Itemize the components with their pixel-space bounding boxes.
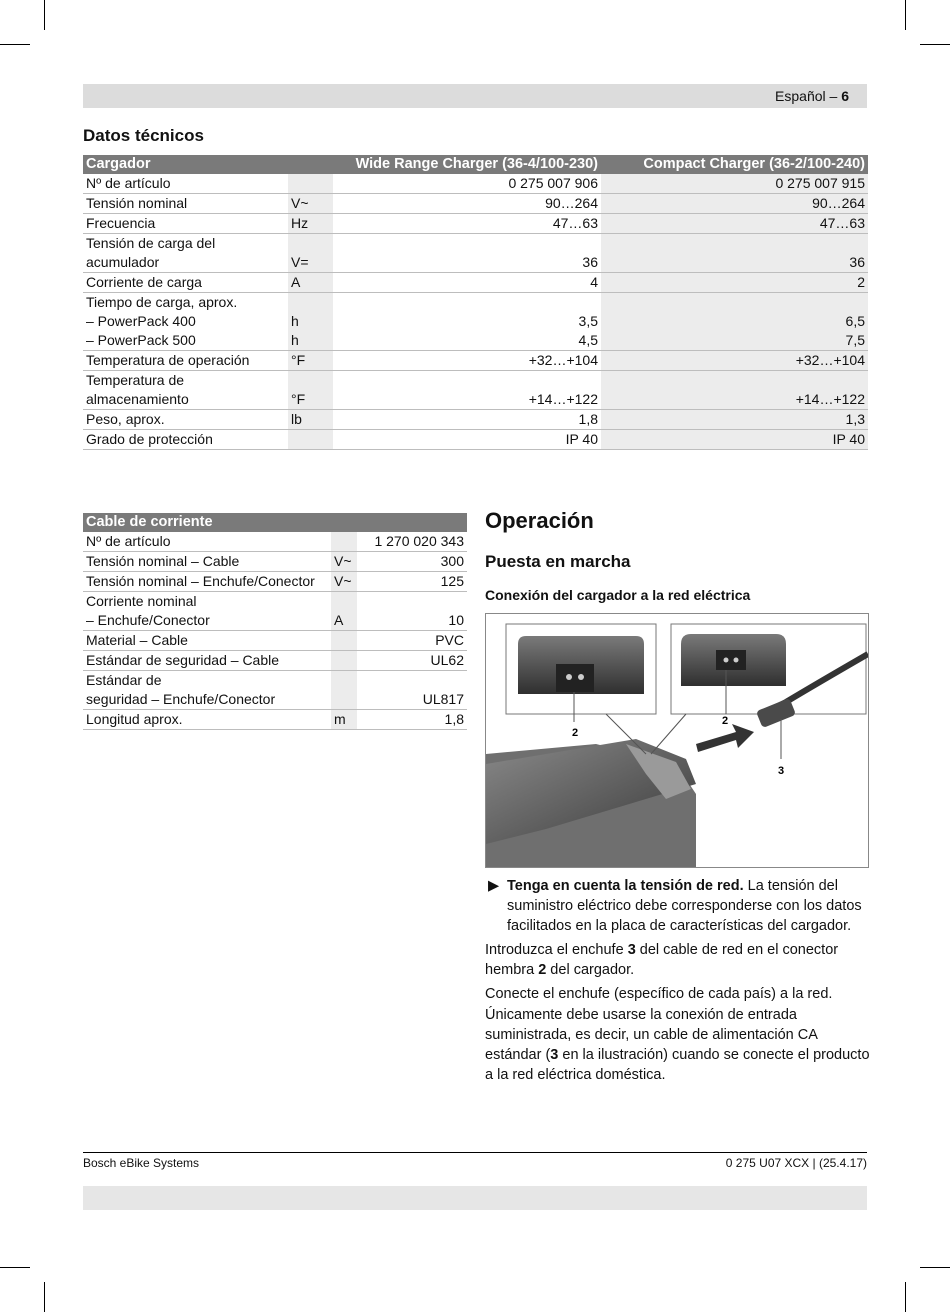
- row-label: Longitud aprox.: [83, 710, 331, 730]
- row-unit: [288, 430, 333, 450]
- compact-value: 2: [601, 273, 868, 293]
- table-row: [83, 371, 868, 410]
- row-label: Corriente de carga: [83, 273, 288, 293]
- page-indicator: Español – 6: [775, 88, 849, 104]
- section-title: Datos técnicos: [83, 126, 204, 145]
- row-unit: °F: [288, 351, 333, 371]
- wide-range-value: 90…264: [333, 194, 601, 214]
- compact-value: 0 275 007 915: [601, 174, 868, 194]
- table-row: [83, 430, 868, 450]
- table-row: [83, 552, 467, 572]
- row-unit: Hz: [288, 214, 333, 234]
- table-row: [83, 410, 868, 430]
- cable-value: UL62: [357, 651, 467, 671]
- row-unit: A: [288, 273, 333, 293]
- row-label: Tensión nominal – Enchufe/Conector: [83, 572, 331, 592]
- cable-value: 10: [357, 592, 467, 631]
- table-header-cell: Wide Range Charger (36-4/100-230): [333, 155, 601, 174]
- wide-range-value: 36: [333, 234, 601, 273]
- row-unit: [288, 174, 333, 194]
- table-row: [83, 234, 868, 273]
- startup-subtitle: Puesta en marcha: [485, 552, 631, 571]
- table-row: [83, 293, 868, 351]
- figure-label: 2: [572, 727, 579, 739]
- row-label: Nº de artículo: [83, 174, 288, 194]
- crop-mark: [920, 44, 950, 45]
- table-row: [83, 351, 868, 371]
- table-header-cell: Cargador: [83, 155, 288, 174]
- crop-mark: [44, 0, 45, 30]
- row-unit: A: [331, 592, 357, 631]
- table-header-cell: [331, 513, 357, 532]
- table-row: [83, 592, 467, 631]
- cable-value: 1 270 020 343: [357, 532, 467, 552]
- row-unit: [331, 671, 357, 710]
- row-label: Peso, aprox.: [83, 410, 288, 430]
- table-row: [83, 651, 467, 671]
- row-unit: V~: [331, 572, 357, 592]
- wide-range-value: 0 275 007 906: [333, 174, 601, 194]
- figure-label: 2: [722, 715, 729, 727]
- table-row: [83, 710, 467, 730]
- cable-value: UL817: [357, 671, 467, 710]
- charger-connection-illustration: [485, 613, 869, 868]
- row-unit: V=: [288, 234, 333, 273]
- table-header-row: [83, 155, 868, 174]
- table-header-cell: [357, 513, 467, 532]
- table-row: [83, 174, 868, 194]
- crop-mark: [44, 1282, 45, 1312]
- wide-range-value: +32…+104: [333, 351, 601, 371]
- table-row: [83, 671, 467, 710]
- crop-mark: [905, 0, 906, 30]
- row-unit: [331, 651, 357, 671]
- crop-mark: [905, 1282, 906, 1312]
- crop-mark: [0, 1267, 30, 1268]
- table-row: [83, 214, 868, 234]
- compact-value: 36: [601, 234, 868, 273]
- footer-rule: [83, 1152, 867, 1153]
- table-row: [83, 631, 467, 651]
- wide-range-value: 47…63: [333, 214, 601, 234]
- cable-value: 300: [357, 552, 467, 572]
- cable-value: 1,8: [357, 710, 467, 730]
- table-row: [83, 273, 868, 293]
- table-header-cell: Cable de corriente: [83, 513, 331, 532]
- cable-value: PVC: [357, 631, 467, 651]
- row-label: Temperatura de almacenamiento: [83, 371, 288, 410]
- row-unit: V~: [288, 194, 333, 214]
- compact-value: +32…+104: [601, 351, 868, 371]
- row-label: Corriente nominal – Enchufe/Conector: [83, 592, 331, 631]
- page-header: [83, 84, 867, 108]
- compact-value: 6,5 7,5: [601, 293, 868, 351]
- row-label: Tensión nominal – Cable: [83, 552, 331, 572]
- table-header-cell: [288, 155, 333, 174]
- table-row: [83, 532, 467, 552]
- row-label: Temperatura de operación: [83, 351, 288, 371]
- wide-range-value: 3,5 4,5: [333, 293, 601, 351]
- bullet-paragraph: ▶ Tenga en cuenta la tensión de red. La tensión del suministro eléctrico debe corresponderse con los datos facilitados en la placa de características del cargador.: [488, 878, 862, 934]
- instruction-paragraph: Introduzca el enchufe 3 del cable de red en el conector hembra 2 del cargador.: [485, 942, 839, 978]
- cable-spec-table: [83, 513, 467, 730]
- row-unit: [331, 631, 357, 651]
- compact-value: 1,3: [601, 410, 868, 430]
- row-label: Tensión nominal: [83, 194, 288, 214]
- bottom-bar: [83, 1186, 867, 1210]
- compact-value: IP 40: [601, 430, 868, 450]
- table-header-row: [83, 513, 467, 532]
- footer-company: Bosch eBike Systems: [83, 1156, 200, 1170]
- crop-mark: [0, 44, 30, 45]
- wide-range-value: +14…+122: [333, 371, 601, 410]
- compact-value: 90…264: [601, 194, 868, 214]
- cable-value: 125: [357, 572, 467, 592]
- compact-value: 47…63: [601, 214, 868, 234]
- table-header-cell: Compact Charger (36-2/100-240): [601, 155, 868, 174]
- row-label: Tensión de carga del acumulador: [83, 234, 288, 273]
- row-unit: [331, 532, 357, 552]
- compact-value: +14…+122: [601, 371, 868, 410]
- row-unit: °F: [288, 371, 333, 410]
- table-row: [83, 572, 467, 592]
- row-unit: h h: [288, 293, 333, 351]
- table-row: [83, 194, 868, 214]
- wide-range-value: 1,8: [333, 410, 601, 430]
- wide-range-value: IP 40: [333, 430, 601, 450]
- row-label: Grado de protección: [83, 430, 288, 450]
- row-label: Estándar de seguridad – Cable: [83, 651, 331, 671]
- plug-paragraph: Conecte el enchufe (específico de cada país) a la red.: [485, 986, 833, 1002]
- wide-range-value: 4: [333, 273, 601, 293]
- row-label: Estándar de seguridad – Enchufe/Conector: [83, 671, 331, 710]
- row-unit: m: [331, 710, 357, 730]
- row-unit: V~: [331, 552, 357, 572]
- triangle-bullet-icon: ▶: [488, 878, 500, 894]
- operation-title: Operación: [485, 508, 594, 533]
- charger-spec-table: [83, 155, 868, 450]
- footer-doc-code: 0 275 U07 XCX | (25.4.17): [725, 1156, 867, 1170]
- connection-subtitle: Conexión del cargador a la red eléctrica: [485, 587, 751, 603]
- row-label: Nº de artículo: [83, 532, 331, 552]
- row-label: Frecuencia: [83, 214, 288, 234]
- cable-note-paragraph: Únicamente debe usarse la conexión de entrada suministrada, es decir, un cable de alimentación CA estándar (3 en la ilustración) cuando se conecte el producto a la red eléctrica doméstica.: [485, 1007, 870, 1083]
- figure-label: 3: [778, 765, 785, 777]
- crop-mark: [920, 1267, 950, 1268]
- row-label: Material – Cable: [83, 631, 331, 651]
- row-label: Tiempo de carga, aprox. – PowerPack 400 – PowerPack 500: [83, 293, 288, 351]
- row-unit: lb: [288, 410, 333, 430]
